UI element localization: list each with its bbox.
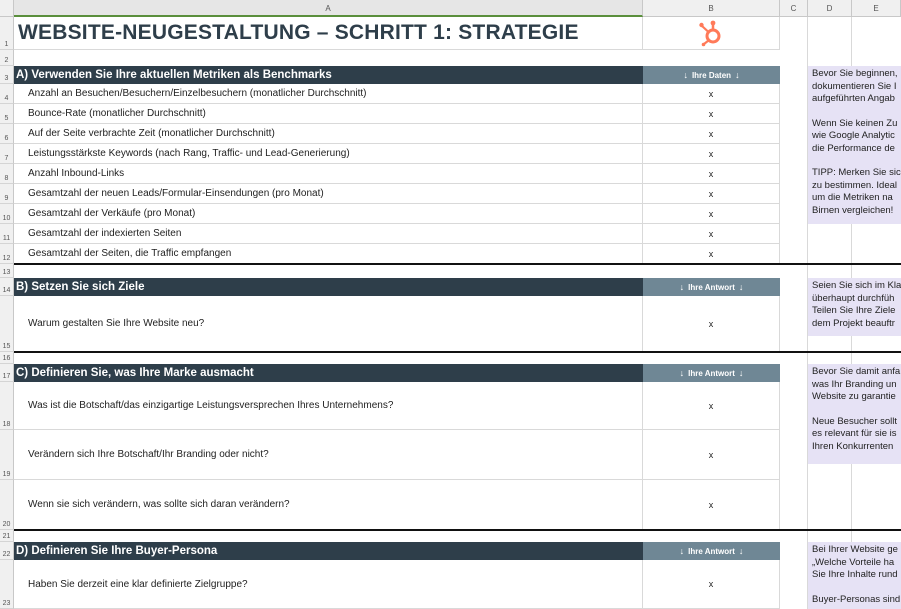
note-line: Bevor Sie damit anfa bbox=[812, 366, 901, 377]
answer-cell[interactable]: x bbox=[643, 244, 780, 264]
page-title: WEBSITE-NEUGESTALTUNG – SCHRITT 1: STRATEGIE bbox=[18, 21, 579, 44]
section-c-answer-header[interactable] bbox=[643, 364, 780, 382]
question-cell[interactable]: Bounce-Rate (monatlicher Durchschnitt) bbox=[14, 104, 643, 124]
row-header[interactable]: 10 bbox=[0, 204, 14, 224]
note-line: aufgeführten Angab bbox=[812, 93, 895, 104]
note-line: was Ihr Branding un bbox=[812, 378, 897, 390]
title-cell[interactable] bbox=[14, 17, 643, 50]
note-line: Bei Ihrer Website ge bbox=[812, 544, 898, 555]
section-b-header-label: Ihre Antwort bbox=[688, 282, 735, 292]
row-header[interactable]: 23 bbox=[0, 560, 14, 609]
question-cell[interactable]: Verändern sich Ihre Botschaft/Ihr Branding oder nicht? bbox=[14, 430, 643, 480]
section-c-title[interactable]: C) Definieren Sie, was Ihre Marke ausmacht bbox=[14, 364, 643, 382]
row-header[interactable]: 5 bbox=[0, 104, 14, 124]
note-line: wie Google Analytic bbox=[812, 130, 895, 141]
note-line: „Welche Vorteile ha bbox=[812, 556, 895, 568]
question-cell[interactable]: Auf der Seite verbrachte Zeit (monatlicher Durchschnitt) bbox=[14, 124, 643, 144]
answer-cell[interactable]: x bbox=[643, 560, 780, 609]
note-line: Bevor Sie beginnen, bbox=[812, 68, 898, 79]
row-header[interactable]: 19 bbox=[0, 430, 14, 480]
section-d-title[interactable]: D) Definieren Sie Ihre Buyer-Persona bbox=[14, 542, 643, 560]
section-c-header-label: Ihre Antwort bbox=[688, 368, 735, 378]
answer-cell[interactable]: x bbox=[643, 296, 780, 352]
column-header-e[interactable]: E bbox=[852, 0, 901, 17]
section-b-note[interactable] bbox=[808, 278, 901, 336]
section-a-answer-header[interactable] bbox=[643, 66, 780, 84]
note-line: zu bestimmen. Ideal bbox=[812, 179, 898, 191]
answer-cell[interactable]: x bbox=[643, 204, 780, 224]
row-header[interactable]: 17 bbox=[0, 364, 14, 382]
section-d-note[interactable] bbox=[808, 542, 901, 609]
question-cell[interactable]: Was ist die Botschaft/das einzigartige Leistungsversprechen Ihres Unternehmens? bbox=[14, 382, 643, 430]
row-header[interactable]: 1 bbox=[0, 17, 14, 50]
question-cell[interactable]: Anzahl Inbound-Links bbox=[14, 164, 643, 184]
row-header[interactable]: 2 bbox=[0, 50, 14, 66]
row-header[interactable]: 16 bbox=[0, 352, 14, 364]
column-header-b[interactable]: B bbox=[643, 0, 780, 17]
row-header[interactable]: 3 bbox=[0, 66, 14, 84]
question-cell[interactable]: Gesamtzahl der indexierten Seiten bbox=[14, 224, 643, 244]
note-line: Wenn Sie keinen Zu bbox=[812, 117, 898, 129]
answer-cell[interactable]: x bbox=[643, 480, 780, 530]
arrow-down-icon: ↓ bbox=[683, 70, 688, 80]
arrow-down-icon: ↓ bbox=[679, 368, 685, 378]
row-header[interactable]: 8 bbox=[0, 164, 14, 184]
arrow-down-icon: ↓ bbox=[738, 368, 744, 378]
arrow-down-icon: ↓ bbox=[738, 546, 744, 556]
note-line: die Performance de bbox=[812, 142, 895, 154]
note-line: Website zu garantie bbox=[812, 391, 896, 402]
row-header[interactable]: 12 bbox=[0, 244, 14, 264]
arrow-down-icon: ↓ bbox=[679, 282, 685, 292]
section-b-answer-header[interactable] bbox=[643, 278, 780, 296]
arrow-down-icon: ↓ bbox=[738, 282, 744, 292]
column-header-a[interactable]: A bbox=[14, 0, 643, 17]
answer-cell[interactable]: x bbox=[643, 382, 780, 430]
row-header[interactable]: 4 bbox=[0, 84, 14, 104]
row-header[interactable]: 15 bbox=[0, 296, 14, 352]
question-cell[interactable]: Warum gestalten Sie Ihre Website neu? bbox=[14, 296, 643, 352]
section-d-answer-header[interactable] bbox=[643, 542, 780, 560]
answer-cell[interactable]: x bbox=[643, 224, 780, 244]
answer-cell[interactable]: x bbox=[643, 144, 780, 164]
note-line: überhaupt durchfüh bbox=[812, 292, 895, 304]
row-header[interactable]: 21 bbox=[0, 530, 14, 542]
answer-cell[interactable]: x bbox=[643, 164, 780, 184]
row-header[interactable]: 13 bbox=[0, 264, 14, 278]
note-line: dem Projekt beauftr bbox=[812, 317, 895, 329]
answer-cell[interactable]: x bbox=[643, 430, 780, 480]
question-cell[interactable]: Haben Sie derzeit eine klar definierte Zielgruppe? bbox=[14, 560, 643, 609]
question-cell[interactable]: Gesamtzahl der Verkäufe (pro Monat) bbox=[14, 204, 643, 224]
row-header[interactable]: 9 bbox=[0, 184, 14, 204]
row-header[interactable]: 14 bbox=[0, 278, 14, 296]
section-a-note[interactable] bbox=[808, 66, 901, 224]
question-cell[interactable]: Leistungsstärkste Keywords (nach Rang, Traffic- und Lead-Generierung) bbox=[14, 144, 643, 164]
note-line: Buyer-Personas sind bbox=[812, 593, 901, 605]
row-header[interactable]: 20 bbox=[0, 480, 14, 530]
note-line: Sie Ihre Inhalte rund bbox=[812, 569, 898, 580]
note-line: Ihren Konkurrenten bbox=[812, 440, 894, 452]
column-header-c[interactable]: C bbox=[780, 0, 808, 17]
note-line: um die Metriken na bbox=[812, 192, 893, 203]
note-line: TIPP: Merken Sie sic bbox=[812, 167, 901, 178]
note-line: Seien Sie sich im Kla bbox=[812, 280, 901, 291]
arrow-down-icon: ↓ bbox=[735, 70, 740, 80]
column-header-d[interactable]: D bbox=[808, 0, 852, 17]
note-line: Birnen vergleichen! bbox=[812, 204, 894, 216]
question-cell[interactable]: Wenn sie sich verändern, was sollte sich daran verändern? bbox=[14, 480, 643, 530]
hubspot-sprocket-icon bbox=[698, 19, 724, 47]
select-all-corner[interactable] bbox=[0, 0, 14, 17]
section-a-header-label: Ihre Daten bbox=[691, 70, 732, 80]
row-header[interactable]: 11 bbox=[0, 224, 14, 244]
answer-cell[interactable]: x bbox=[643, 104, 780, 124]
section-divider bbox=[14, 529, 901, 531]
note-line: dokumentieren Sie I bbox=[812, 80, 897, 92]
note-line: Teilen Sie Ihre Ziele bbox=[812, 305, 896, 316]
section-b-title[interactable]: B) Setzen Sie sich Ziele bbox=[14, 278, 643, 296]
arrow-down-icon: ↓ bbox=[679, 546, 685, 556]
row-header[interactable]: 18 bbox=[0, 382, 14, 430]
row-header[interactable]: 6 bbox=[0, 124, 14, 144]
note-line: es relevant für sie is bbox=[812, 428, 897, 439]
section-a-title[interactable]: A) Verwenden Sie Ihre aktuellen Metriken als Benchmarks bbox=[14, 66, 643, 84]
question-cell[interactable]: Gesamtzahl der Seiten, die Traffic empfangen bbox=[14, 244, 643, 264]
answer-cell[interactable]: x bbox=[643, 184, 780, 204]
section-divider bbox=[14, 263, 901, 265]
answer-cell[interactable]: x bbox=[643, 124, 780, 144]
answer-cell[interactable]: x bbox=[643, 84, 780, 104]
section-d-header-label: Ihre Antwort bbox=[688, 546, 735, 556]
section-divider bbox=[14, 351, 901, 353]
question-cell[interactable]: Anzahl an Besuchen/Besuchern/Einzelbesuchern (monatlicher Durchschnitt) bbox=[14, 84, 643, 104]
row-header[interactable]: 22 bbox=[0, 542, 14, 560]
logo-cell[interactable] bbox=[643, 17, 780, 50]
row-header[interactable]: 7 bbox=[0, 144, 14, 164]
section-c-note[interactable] bbox=[808, 364, 901, 464]
note-line: Neue Besucher sollt bbox=[812, 415, 898, 427]
question-cell[interactable]: Gesamtzahl der neuen Leads/Formular-Einsendungen (pro Monat) bbox=[14, 184, 643, 204]
